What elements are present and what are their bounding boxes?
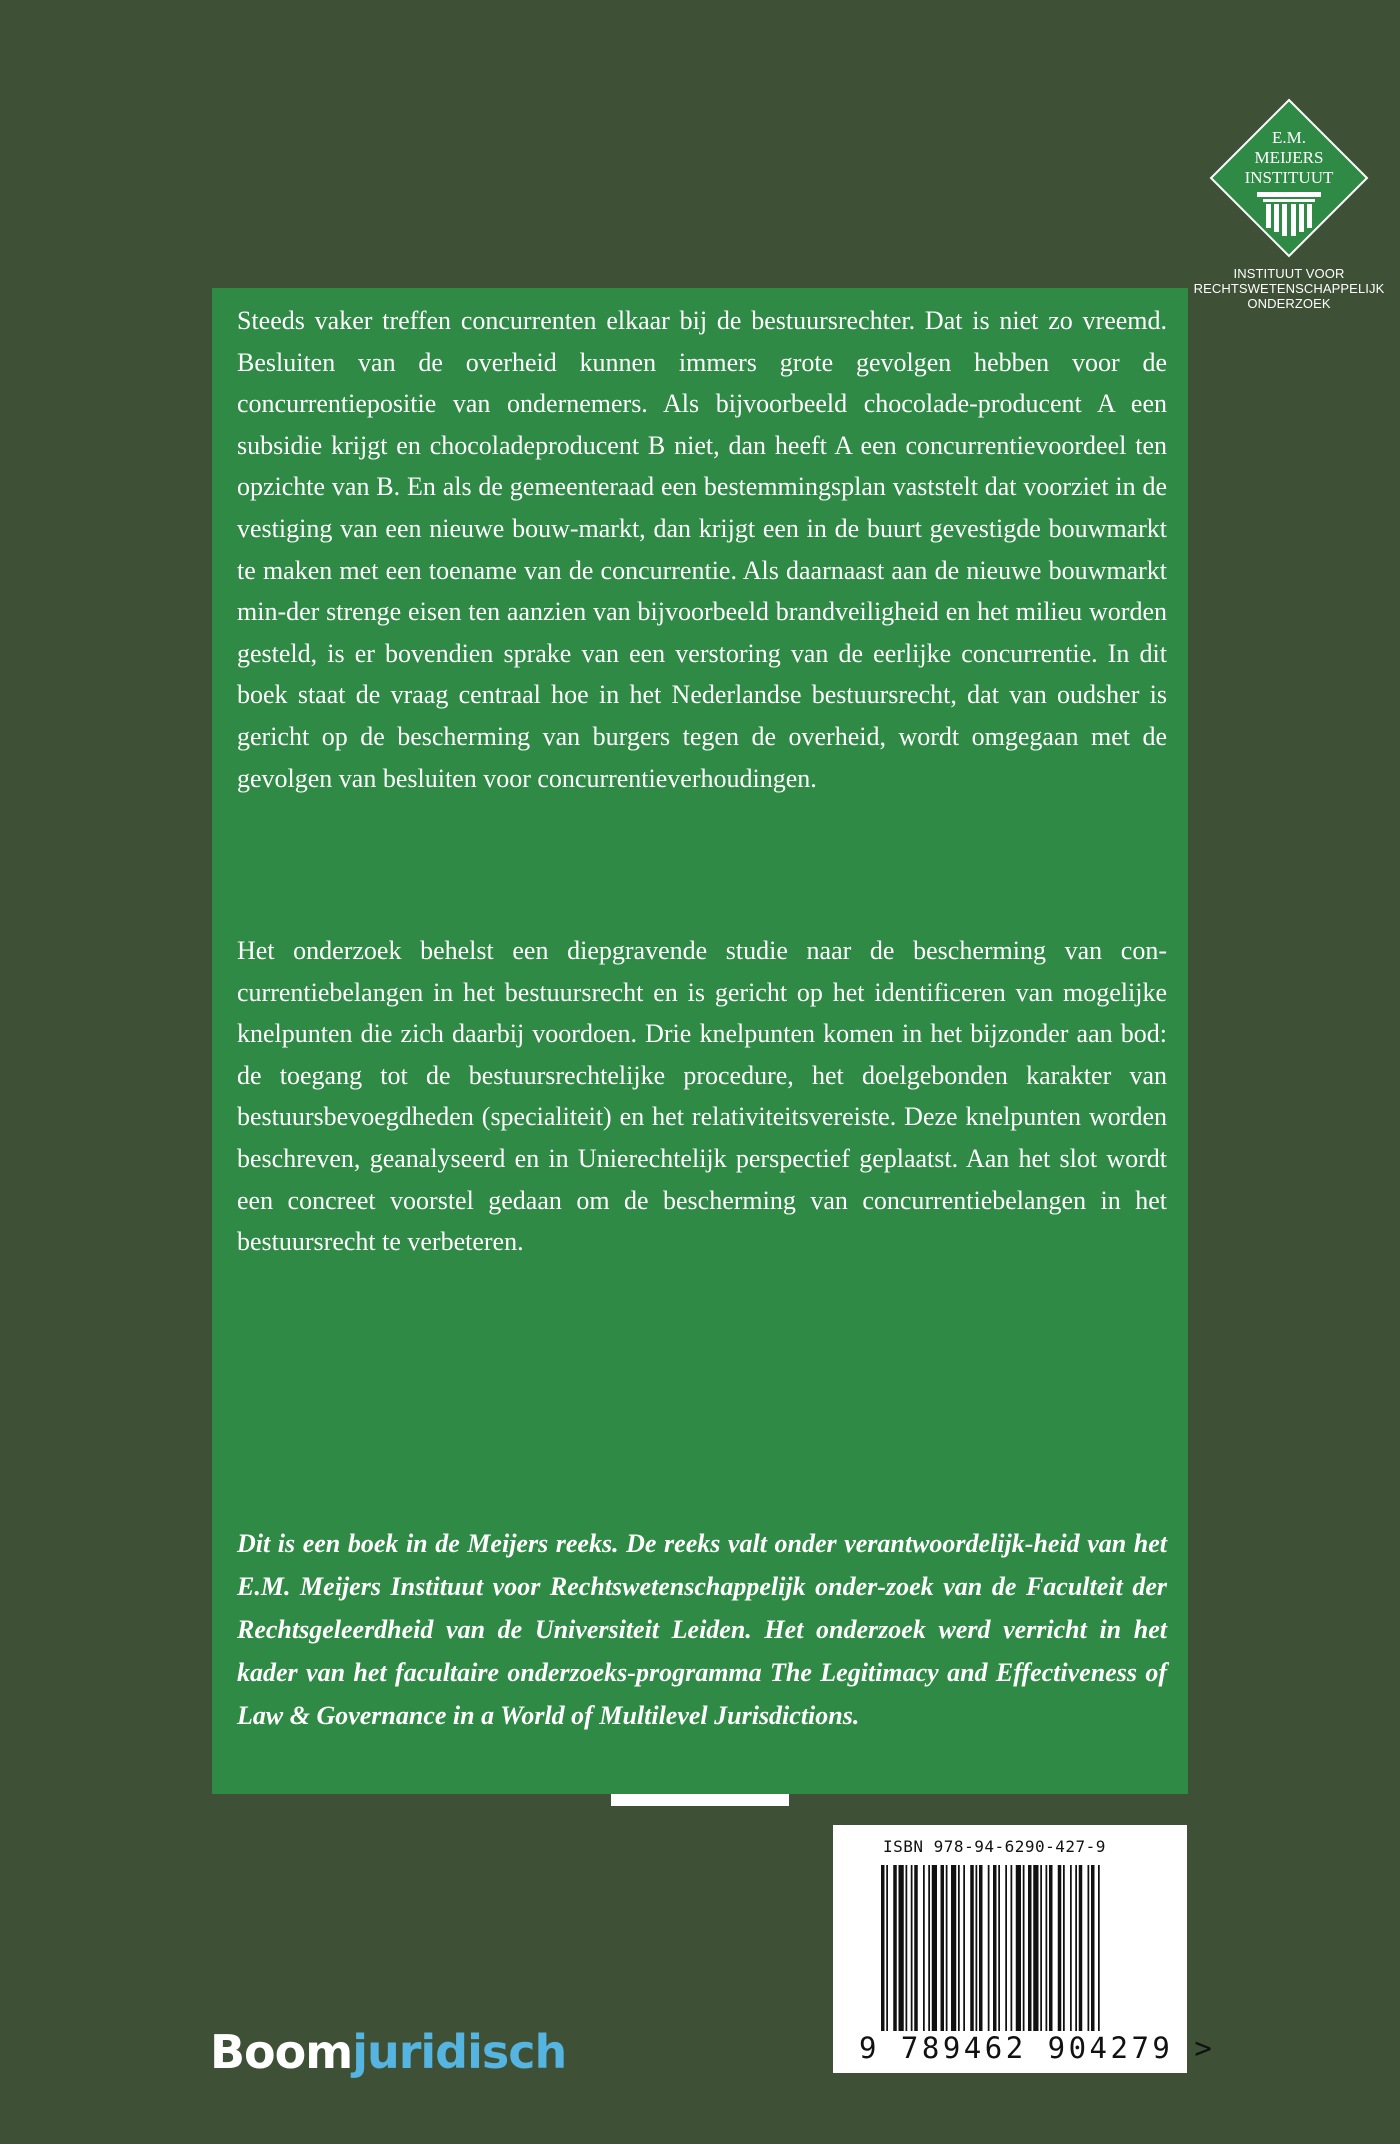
- blurb-panel: [212, 288, 1188, 1794]
- logo-caption-line: ONDERZOEK: [1247, 296, 1331, 311]
- blurb-paragraph-2: Het onderzoek behelst een diepgravende studie naar de bescherming van con-currentiebelangen in het bestuursrecht en is gericht op het identificeren van mogelijke knelpunten die zich daarbij voordoen. Drie knelpunten komen in het bijzonder aan bod: de toegang tot de bestuursrechtelijke procedure, het doelgebonden karakter van bestuursbevoegdheden (specialiteit) en het relativiteitsvereiste. Deze knelpunten worden beschreven, geanalyseerd en in Unierechtelijk perspectief geplaatst. Aan het slot wordt een concreet voorstel gedaan om de bescherming van concurrentiebelangen in het bestuursrecht te verbeteren.: [237, 936, 1167, 1257]
- logo-caption-line: INSTITUUT VOOR: [1233, 266, 1345, 281]
- logo-caption: [1189, 266, 1389, 311]
- isbn-barcode: [833, 1825, 1216, 2073]
- logo-caption-line: RECHTSWETENSCHAPPELIJK: [1193, 281, 1385, 296]
- publisher-name-part2: juridisch: [352, 2025, 567, 2079]
- logo-line3: INSTITUUT: [1244, 168, 1334, 187]
- isbn-label: ISBN 978-94-6290-427-9: [883, 1837, 1106, 1856]
- panel-tab: [611, 1794, 789, 1806]
- logo-line2: MEIJERS: [1254, 148, 1324, 167]
- meijers-diamond: [1209, 98, 1369, 258]
- barcode-digits: 9 789462 904279 >: [859, 2031, 1216, 2065]
- publisher-name-part1: Boom: [210, 2025, 353, 2079]
- series-note: Dit is een boek in de Meijers reeks. De reeks valt onder verantwoordelijk-heid van het E.M. Meijers Instituut voor Rechtswetenschappelijk onder-zoek van de Faculteit der Rechtsgeleerdheid van de Universiteit Leiden. Het onderzoek werd verricht in het kader van het facultaire onderzoeks-programma The Legitimacy and Effectiveness of Law & Governance in a World of Multilevel Jurisdictions.: [237, 1529, 1167, 1730]
- blurb-paragraph-1: Steeds vaker treffen concurrenten elkaar bij de bestuursrechter. Dat is niet zo vreemd. Besluiten van de overheid kunnen immers grote gevolgen hebben voor de concurrentiepositie van ondernemers. Als bijvoorbeeld chocolade-producent A een subsidie krijgt en chocoladeproducent B niet, dan heeft A een concurrentievoordeel ten opzichte van B. En als de gemeenteraad een bestemmingsplan vaststelt dat voorziet in de vestiging van een nieuwe bouw-markt, dan krijgt een in de buurt gevestigde bouwmarkt te maken met een toename van de concurrentie. Als daarnaast aan de nieuwe bouwmarkt min-der strenge eisen ten aanzien van bijvoorbeeld brandveiligheid en het milieu worden gesteld, is er bovendien sprake van een verstoring van de eerlijke concurrentie. In dit boek staat de vraag centraal hoe in het Nederlandse bestuursrecht, dat van oudsher is gericht op de bescherming van burgers tegen de overheid, wordt omgegaan met de gevolgen van besluiten voor concurrentieverhoudingen.: [237, 306, 1167, 793]
- publisher-logo: [210, 2025, 566, 2079]
- meijers-logo: [1193, 98, 1385, 318]
- logo-line1: E.M.: [1272, 128, 1306, 147]
- barcode-icon: [881, 1865, 1141, 2031]
